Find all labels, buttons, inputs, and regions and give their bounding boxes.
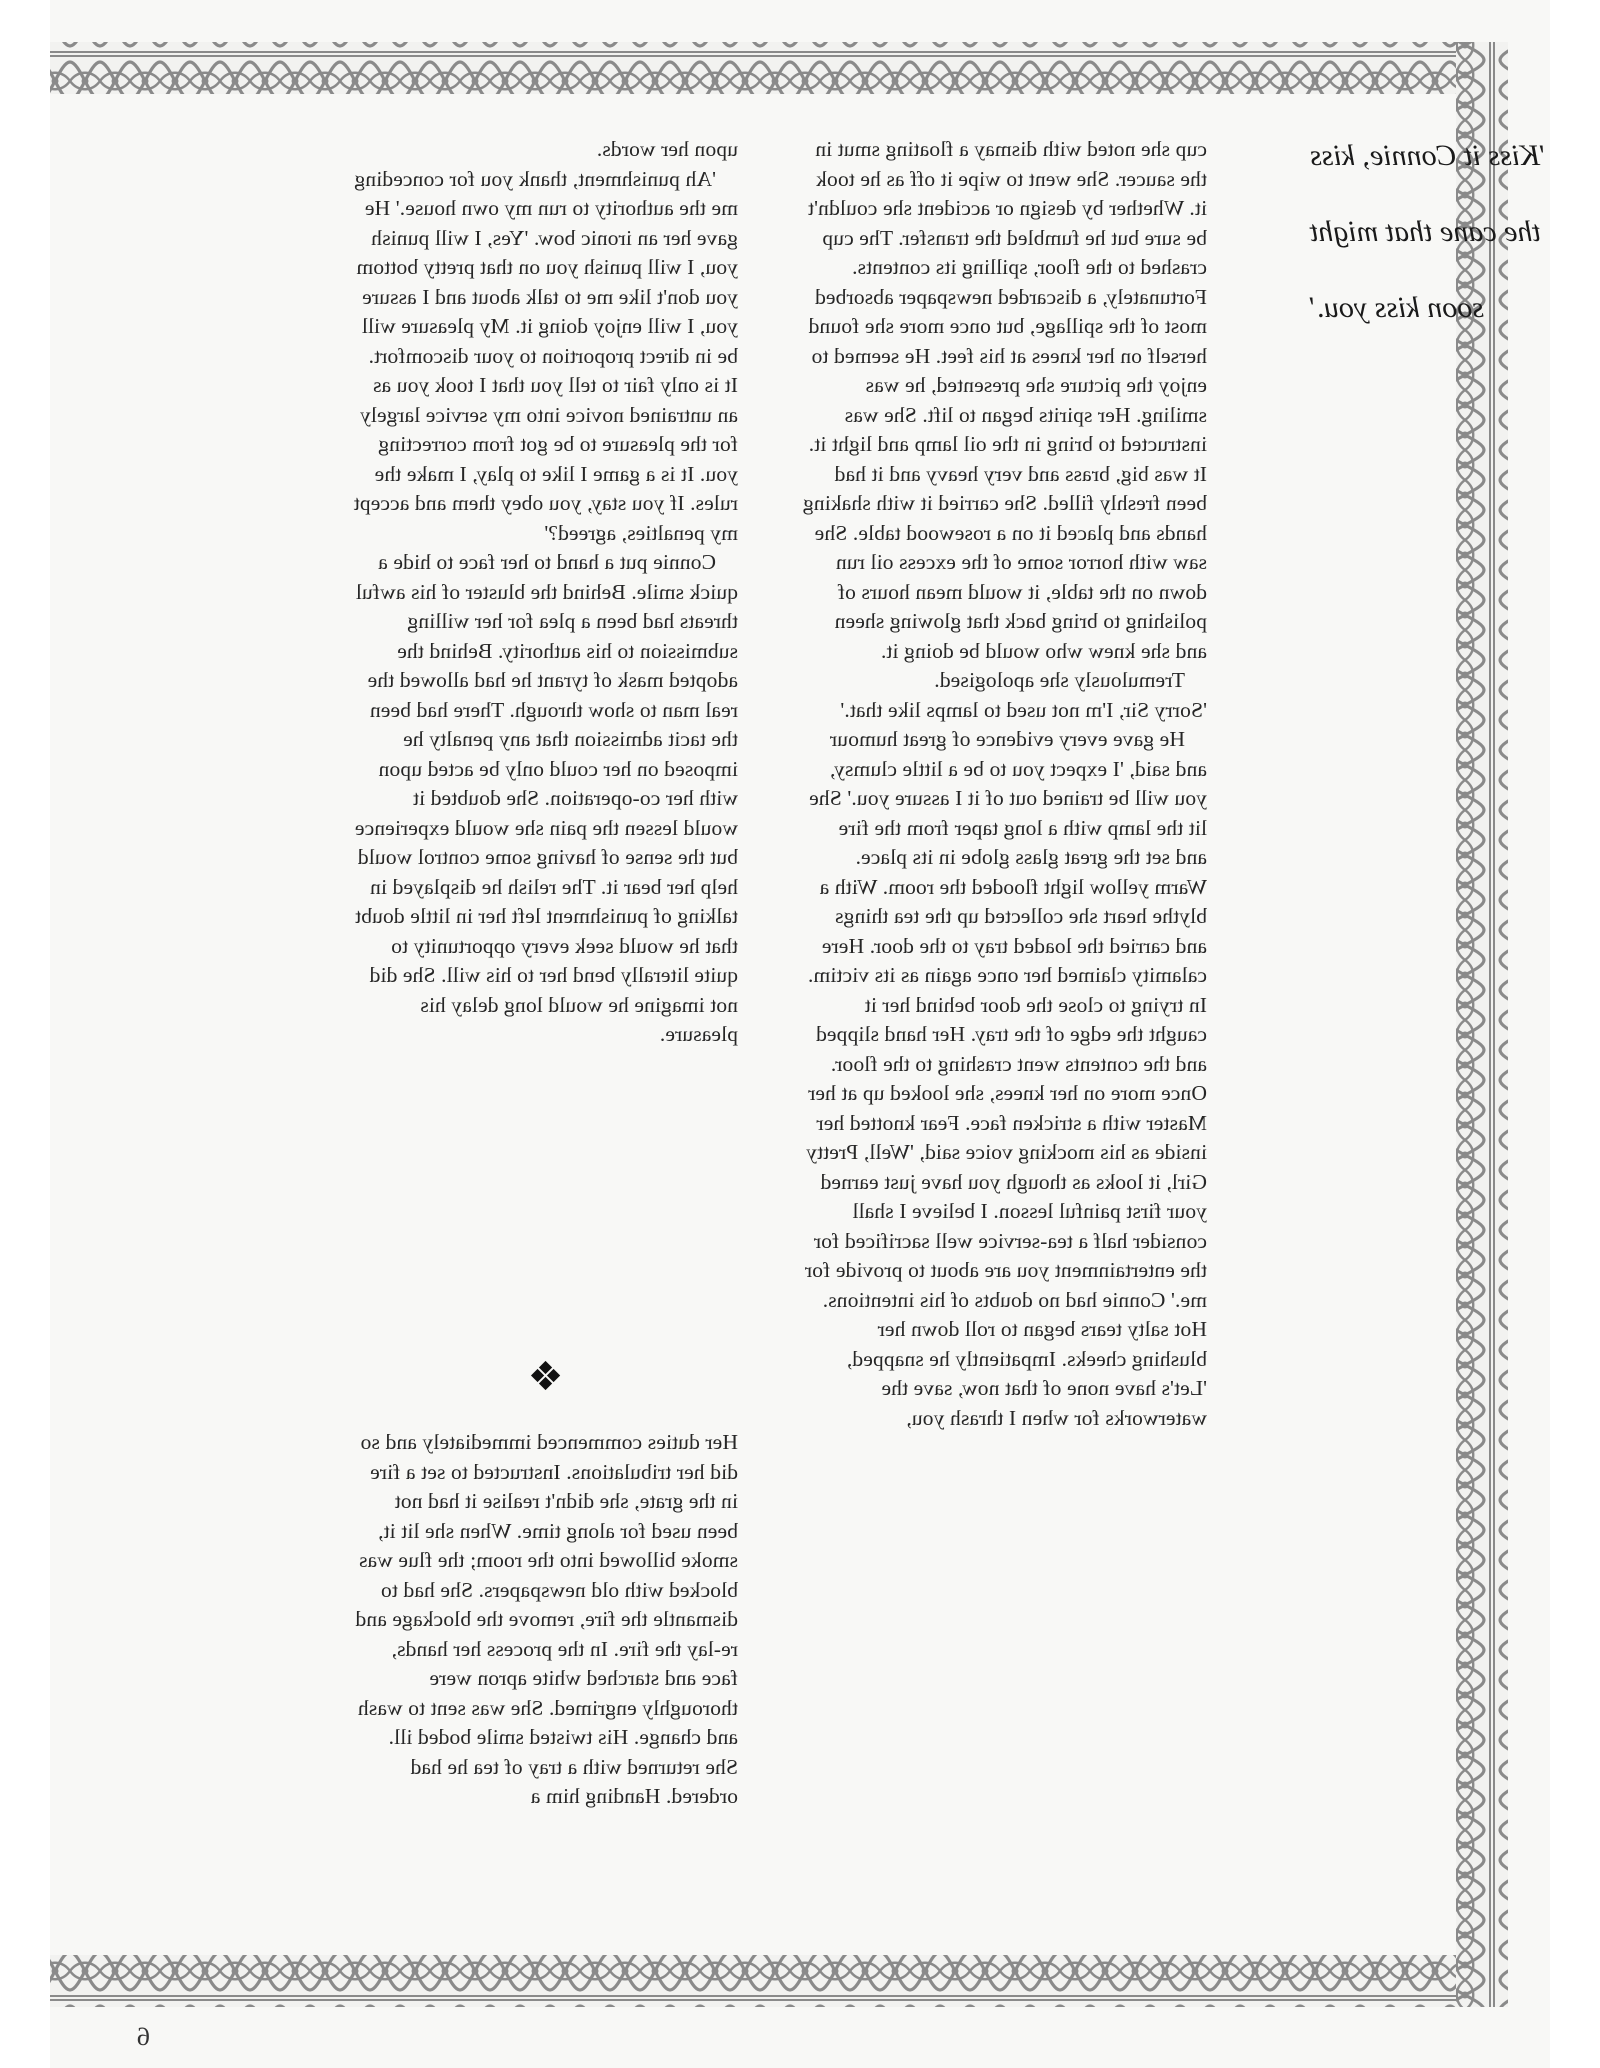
pull-quote: 'Kiss it Connie, kiss the cane that might soon kiss you.' — [1310, 139, 1547, 324]
section-break-ornament: ❖ — [527, 1354, 564, 1400]
paragraph: Connie put a hand to her face to hide a quick smile. Behind the bluster of his awful threats had been a plea for her willing submission to his authority. Behind the adopted mask of tyrant he had allowed the real man to show through. There had been the tacit admission that any penalty he imposed on her could only be acted upon with her co-operation. She doubted it would lessen the pain she would experience but the sense of having some control would help her bear it. The relish he displayed in talking of punishment left her in little doubt that he would seek every opportunity to quite literally bend her to his will. She did not imagine he would long delay his pleasure. — [354, 550, 738, 1046]
paragraph: Her duties commenced immediately and so did her tribulations. Instructed to set a fire in the grate, she didn't realise it had not been used for along time. When she lit it, smoke billowed into the room; the flue was blocked with old newspapers. She had to dismantle the fire, remove the blockage and re-lay the fire. In the process her hands, face and starched white apron were thoroughly engrimed. She was sent to wash and change. His twisted smile boded ill. She returned with a tray of tea he had ordered. Handing him a — [355, 1430, 738, 1808]
paragraph: Tremulously she apologised. — [934, 668, 1185, 692]
paragraph: 'Ah punishment, thank you for conceding me the authority to run my own house.' He gave her an ironic bow. 'Yes, I will punish you, I will punish you on that pretty bottom you don't like me to talk about and I assure you, I will enjoy doing it. My pleasure will be in direct proportion to your discomfort. It is only fair to tell you that I took you as an untrained novice into my service largely for the pleasure to be got from correcting you. It is a game I like to play, I make the rules. If you stay, you obey them and accept my penalties, agreed?' — [353, 166, 738, 545]
text-column-right — [802, 135, 1207, 1433]
paragraph: 'Sorry Sir, I'm not used to lamps like that.' — [840, 697, 1207, 722]
paragraph: cup she noted with dismay a floating smut in the saucer. She went to wipe it off as he took it. Whether by design or accident she couldn't be sure but he fumbled the transfer. The cup crashed to the floor, spilling its contents. Fortunately, a discarded newspaper absorbed most of the spillage, but once more she found herself on her knees at his feet. He seemed to enjoy the picture she presented, he was smiling. Her spirits began to lift. She was instructed to bring in the oil lamp and light it. It was big, brass and very heavy and it had been freshly filled. She carried it with shaking hands and placed it on a rosewood table. She saw with horror some of the excess oil run down on the table, it would mean hours of polishing to bring back that glowing sheen and she knew who would be doing it. — [802, 137, 1207, 663]
paragraph: upon her words. — [596, 137, 738, 161]
page-number: 6 — [137, 2022, 150, 2051]
text-column-left — [353, 135, 738, 1985]
paragraph: He gave every evidence of great humour and said, 'I expect you to be a little clumsy, you will be trained out of it I assure you.' She lit the lamp with a long taper from the fire and set the great glass globe in its place. Warm yellow light flooded the room. With a blythe heart she collected up the tea things and carried the loaded tray to the door. Here calamity claimed her once again as its victim. In trying to close the door behind her it caught the edge of the tray. Her hand slipped and the contents went crashing to the floor. Once more on her knees, she looked up at her Master with a stricken face. Fear knotted her inside as his mocking voice said, 'Well, Pretty Girl, it looks as though you have just earned your first painful lesson. I believe I shall consider half a tea-service well sacrificed for the entertainment you are about to provide for me.' Connie had no doubts of his intentions. Hot salty tears began to roll down her blushing cheeks. Impatiently he snapped, 'Let's have none of that now, save the waterworks for when I thrash you, — [804, 727, 1207, 1430]
